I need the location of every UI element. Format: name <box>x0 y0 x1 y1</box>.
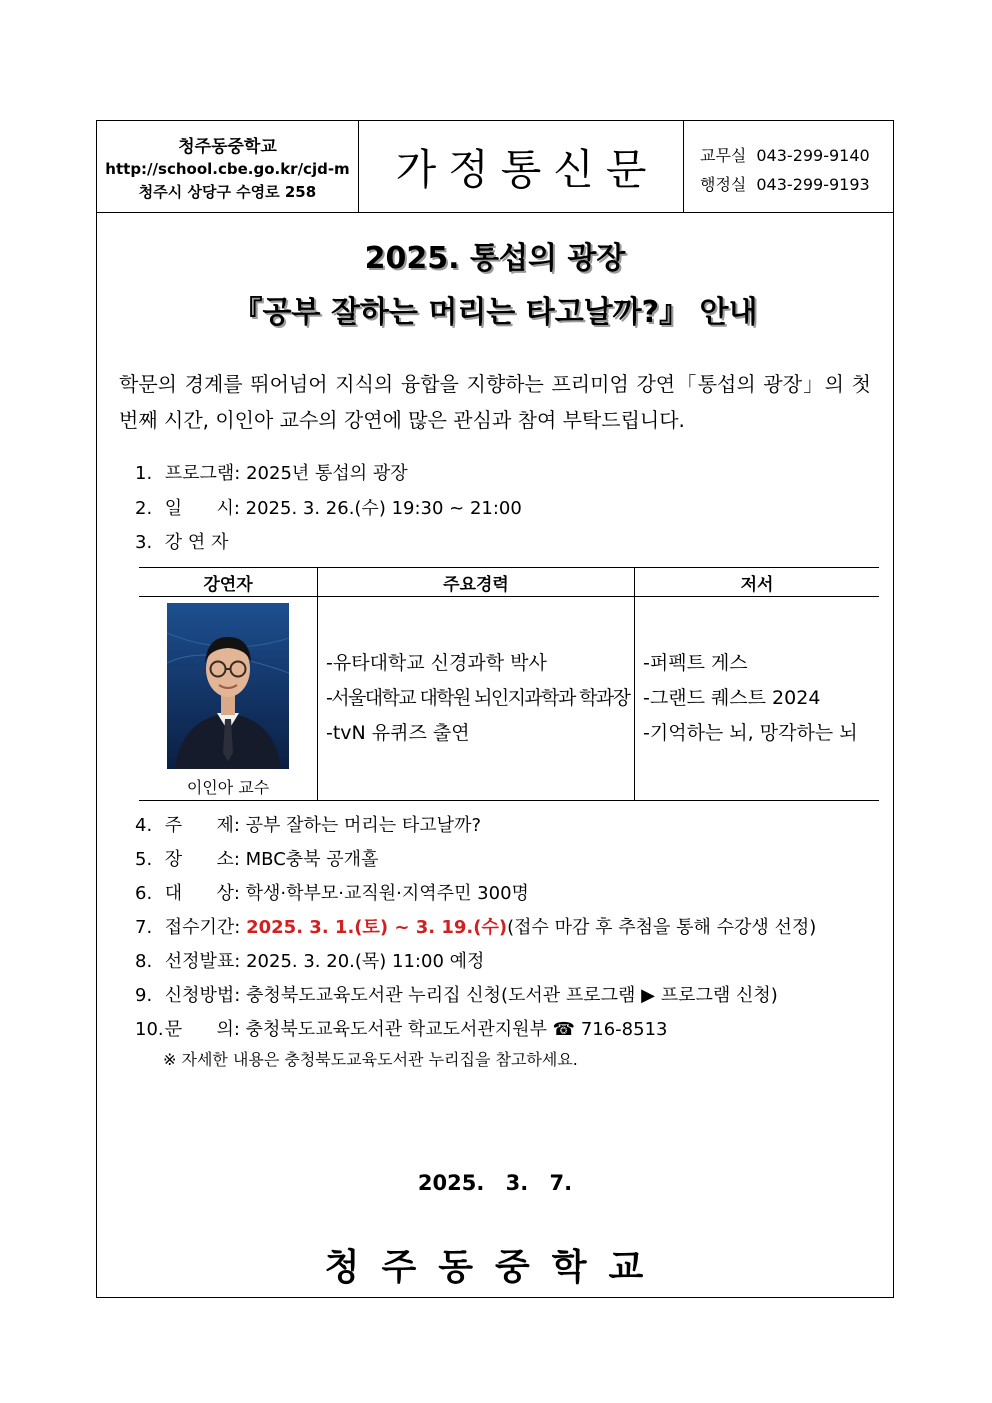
speaker-photo <box>167 603 289 769</box>
info-item-topic <box>135 811 481 837</box>
column-header: 저서 <box>635 568 880 597</box>
book-item: -그랜드 퀘스트 2024 <box>643 687 821 709</box>
reference-note: ※ 자세한 내용은 충청북도교육도서관 누리집을 참고하세요. <box>163 1050 578 1069</box>
speaker-table <box>139 567 879 801</box>
contact-phone: 043-299-9193 <box>756 175 870 194</box>
item-label: 프로그램: <box>164 463 241 484</box>
contact-phone: 043-299-9140 <box>756 146 870 165</box>
contact-info <box>684 121 893 212</box>
speaker-cell <box>139 597 318 801</box>
table-header-row <box>139 568 879 597</box>
item-label: 문 의: <box>164 1019 240 1040</box>
footer-school-name: 청주동중학교 <box>324 1246 666 1288</box>
item-value: 충청북도교육도서관 누리집 신청(도서관 프로그램 ▶ 프로그램 신청) <box>246 985 778 1006</box>
item-value: MBC충북 공개홀 <box>245 849 379 870</box>
item-value: 공부 잘하는 머리는 타고날까? <box>245 815 482 836</box>
item-number: 6. <box>135 883 153 904</box>
notice-frame <box>96 120 894 1298</box>
document-title: 가정통신문 <box>395 144 659 194</box>
item-value: 학생·학부모·교직원·지역주민 300명 <box>245 883 529 904</box>
book-item: -기억하는 뇌, 망각하는 뇌 <box>643 722 858 744</box>
career-cell <box>318 597 635 801</box>
info-item-apply-method <box>135 981 778 1007</box>
school-url[interactable]: http://school.cbe.go.kr/cjd-m <box>105 160 350 178</box>
item-value: 2025. 3. 26.(수) 19:30 ~ 21:00 <box>245 498 522 519</box>
notice-title-line2: 『공부 잘하는 머리는 타고날까?』 안내 <box>232 295 758 330</box>
item-label: 일 시: <box>164 498 240 519</box>
item-number: 7. <box>135 917 153 938</box>
item-number: 2. <box>135 498 153 519</box>
item-label: 강 연 자 <box>164 532 229 553</box>
registration-period: 2025. 3. 1.(토) ~ 3. 19.(수) <box>246 917 508 938</box>
career-item: -tvN 유퀴즈 출연 <box>326 722 470 744</box>
intro-paragraph: 학문의 경계를 뛰어넘어 지식의 융합을 지향하는 프리미엄 강연「통섭의 광장」의 첫 번째 시간, 이인아 교수의 강연에 많은 관심과 참여 부탁드립니다. <box>119 372 871 432</box>
item-number: 9. <box>135 985 153 1006</box>
item-label: 장 소: <box>164 849 240 870</box>
issue-date: 2025. 3. 7. <box>417 1171 573 1195</box>
contact-row <box>700 143 893 166</box>
item-value: 충청북도교육도서관 학교도서관지원부 ☎ 716-8513 <box>245 1019 668 1040</box>
info-item-datetime <box>135 494 522 520</box>
school-address: 청주시 상당구 수영로 258 <box>138 183 317 201</box>
item-label: 선정발표: <box>164 951 241 972</box>
speaker-name: 이인아 교수 <box>186 777 270 797</box>
item-number: 4. <box>135 815 153 836</box>
item-number: 10. <box>135 1019 164 1040</box>
item-label: 신청방법: <box>164 985 241 1006</box>
career-item: -유타대학교 신경과학 박사 <box>326 652 547 674</box>
item-number: 3. <box>135 532 153 553</box>
item-label: 대 상: <box>164 883 240 904</box>
column-header: 주요경력 <box>318 568 635 597</box>
notice-title-line1: 2025. 통섭의 광장 <box>364 241 626 276</box>
item-value: (접수 마감 후 추첨을 통해 수강생 선정) <box>507 917 817 938</box>
career-item: -서울대학교 대학원 뇌인지과학과 학과장 <box>326 687 630 709</box>
books-cell <box>635 597 880 801</box>
item-number: 5. <box>135 849 153 870</box>
document-title-cell <box>359 121 684 212</box>
item-label: 주 제: <box>164 815 240 836</box>
table-row <box>139 597 879 801</box>
info-item-inquiry <box>135 1015 667 1041</box>
book-item: -퍼펙트 게스 <box>643 652 748 674</box>
info-item-venue <box>135 845 378 871</box>
contact-label: 행정실 <box>700 175 747 194</box>
header <box>97 121 893 213</box>
item-label: 접수기간: <box>164 917 241 938</box>
info-item-registration <box>135 913 816 939</box>
school-info <box>97 121 359 212</box>
contact-row <box>700 172 893 195</box>
item-number: 8. <box>135 951 153 972</box>
column-header: 강연자 <box>139 568 318 597</box>
info-item-audience <box>135 879 529 905</box>
item-number: 1. <box>135 463 153 484</box>
item-value: 2025. 3. 20.(목) 11:00 예정 <box>246 951 485 972</box>
info-item-announcement <box>135 947 484 973</box>
contact-label: 교무실 <box>700 146 747 165</box>
item-value: 2025년 통섭의 광장 <box>246 463 408 484</box>
school-name: 청주동중학교 <box>178 137 277 157</box>
info-item-program <box>135 459 408 485</box>
info-item-speaker <box>135 528 228 554</box>
